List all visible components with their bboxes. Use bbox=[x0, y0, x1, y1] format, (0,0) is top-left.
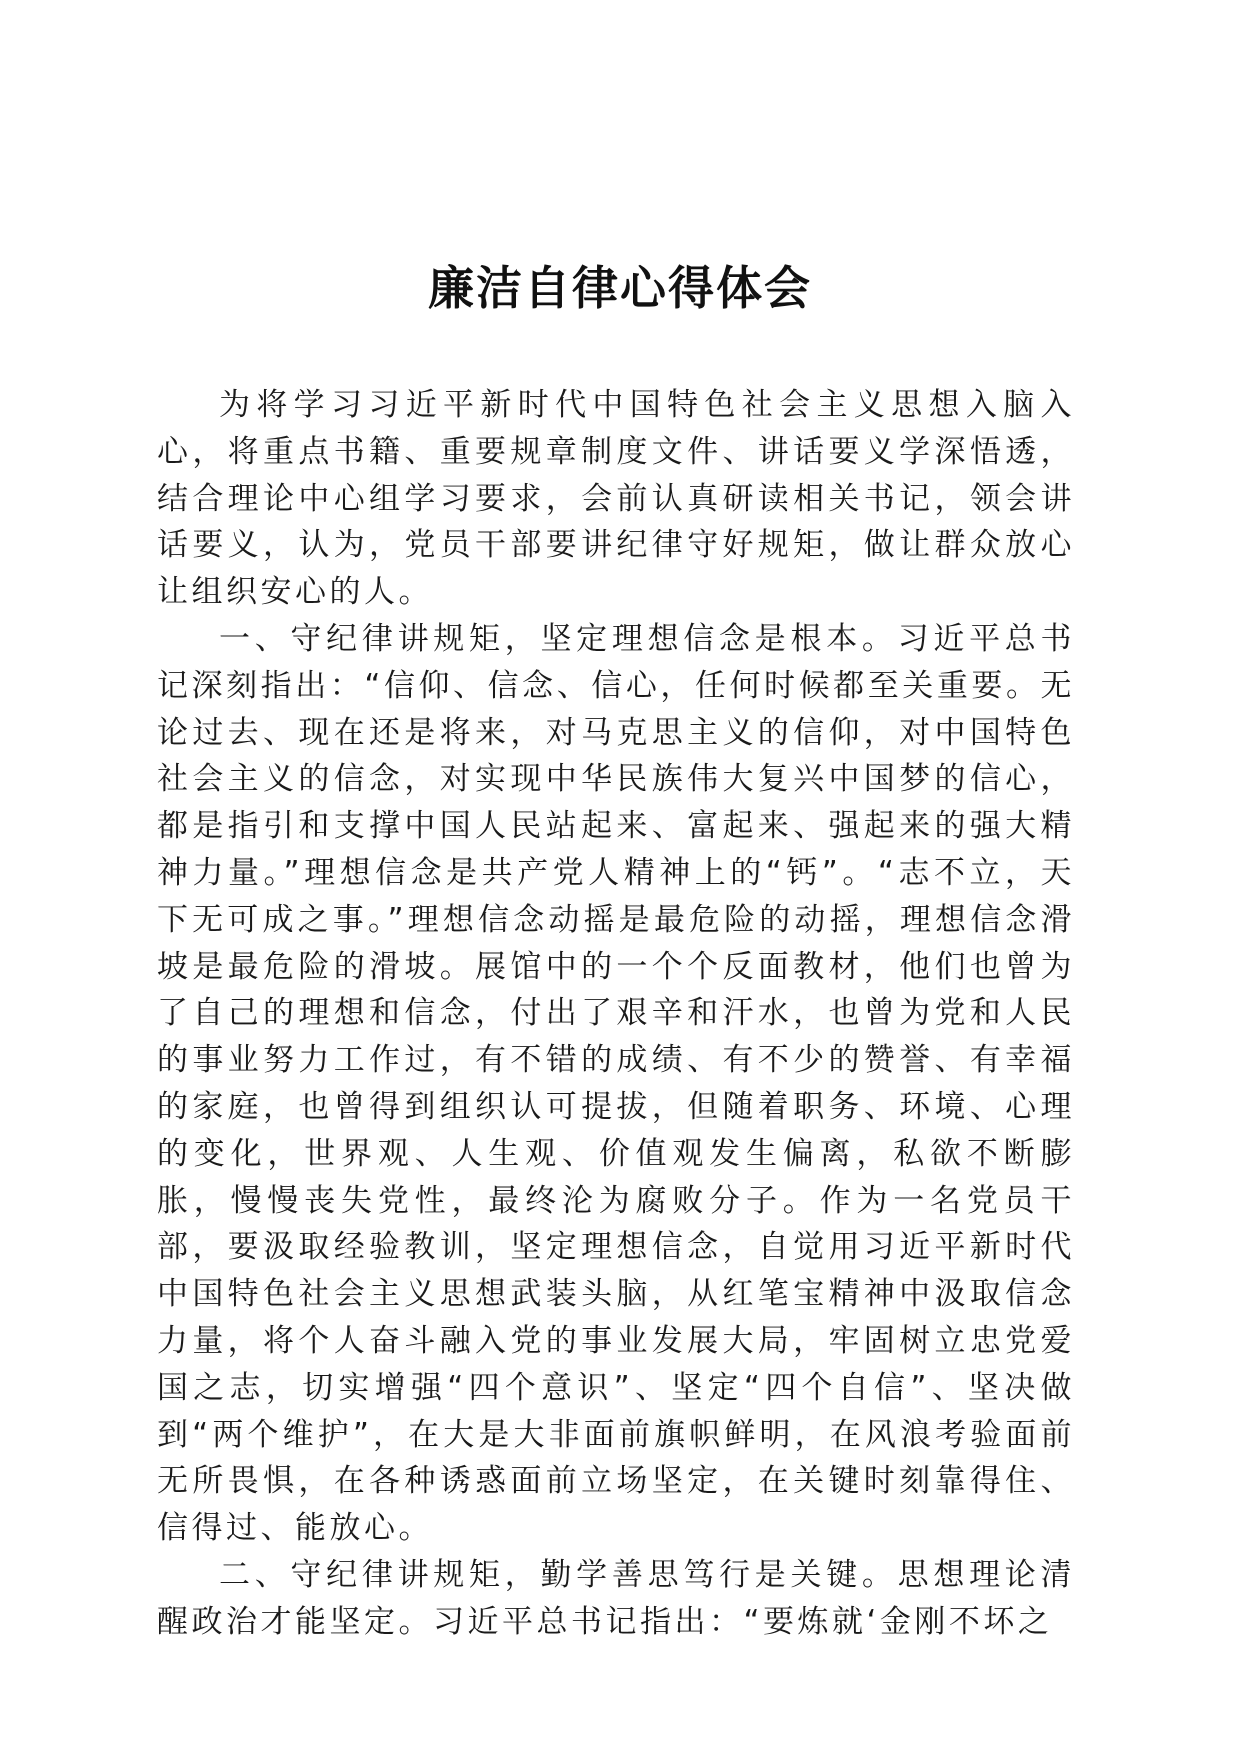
document-body bbox=[157, 382, 1075, 1646]
paragraph-section-two: 二、守纪律讲规矩，勤学善思笃行是关键。思想理论清醒政治才能坚定。习近平总书记指出：“要炼就‘金刚不坏之 bbox=[157, 1556, 1075, 1640]
paragraph-intro: 为将学习习近平新时代中国特色社会主义思想入脑入心，将重点书籍、重要规章制度文件、讲话要义学深悟透，结合理论中心组学习要求，会前认真研读相关书记，领会讲话要义，认为，党员干部要讲纪律守好规矩，做让群众放心让组织安心的人。 bbox=[157, 387, 1075, 611]
document-title: 廉洁自律心得体会 bbox=[428, 261, 812, 315]
paragraph-section-one: 一、守纪律讲规矩，坚定理想信念是根本。习近平总书记深刻指出：“信仰、信念、信心，任何时候都至关重要。无论过去、现在还是将来，对马克思主义的信仰，对中国特色社会主义的信念，对实现中华民族伟大复兴中国梦的信心，都是指引和支撑中国人民站起来、富起来、强起来的强大精神力量。”理想信念是共产党人精神上的“钙”。“志不立，天下无可成之事。”理想信念动摇是最危险的动摇，理想信念滑坡是最危险的滑坡。展馆中的一个个反面教材，他们也曾为了自己的理想和信念，付出了艰辛和汗水，也曾为党和人民的事业努力工作过，有不错的成绩、有不少的赞誉、有幸福的家庭，也曾得到组织认可提拔，但随着职务、环境、心理的变化，世界观、人生观、价值观发生偏离，私欲不断膨胀，慢慢丧失党性，最终沦为腐败分子。作为一名党员干部，要汲取经验教训，坚定理想信念，自觉用习近平新时代中国特色社会主义思想武装头脑，从红笔宝精神中汲取信念力量，将个人奋斗融入党的事业发展大局，牢固树立忠党爱国之志，切实增强“四个意识”、坚定“四个自信”、坚决做到“两个维护”，在大是大非面前旗帜鲜明，在风浪考验面前无所畏惧，在各种诱惑面前立场坚定，在关键时刻靠得住、信得过、能放心。 bbox=[157, 620, 1075, 1547]
